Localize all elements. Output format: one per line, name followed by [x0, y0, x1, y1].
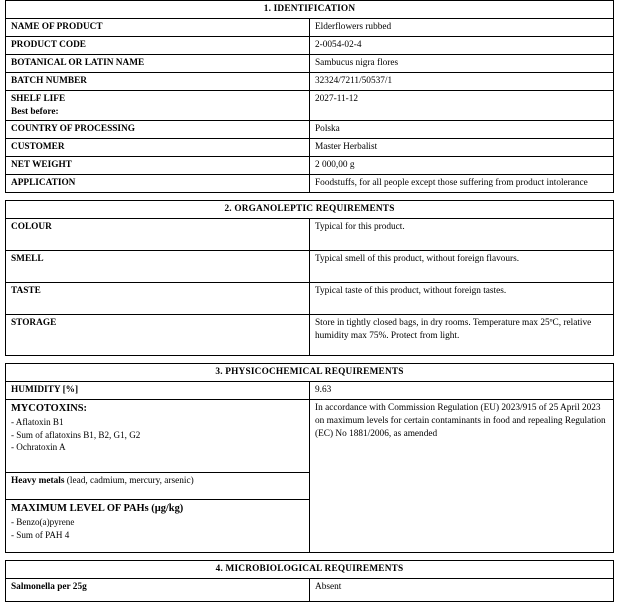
row-label-storage: STORAGE	[6, 315, 310, 356]
heavy-metals-bold-text: Heavy metals	[11, 475, 65, 486]
row-value-shelf-life: 2027-11-12	[310, 90, 614, 121]
section-title-row	[6, 1, 614, 19]
row-label-colour: COLOUR	[6, 219, 310, 251]
shelf-life-label-line1: SHELF LIFE	[11, 93, 66, 104]
row-label-smell: SMELL	[6, 251, 310, 283]
table-row	[6, 399, 614, 472]
section-microbiological-table	[5, 560, 614, 602]
row-value-botanical-name: Sambucus nigra flores	[310, 54, 614, 72]
section-title-row	[6, 364, 614, 382]
mycotoxins-item-aflatoxin-b1: - Aflatoxin B1	[11, 417, 64, 428]
table-row	[6, 72, 614, 90]
row-value-taste: Typical taste of this product, without foreign tastes.	[310, 283, 614, 315]
row-label-botanical-name: BOTANICAL OR LATIN NAME	[6, 54, 310, 72]
row-value-batch-number: 32324/7211/50537/1	[310, 72, 614, 90]
row-label-taste: TASTE	[6, 283, 310, 315]
pahs-item-benzo-a-pyrene: - Benzo(a)pyrene	[11, 517, 75, 528]
row-label-net-weight: NET WEIGHT	[6, 157, 310, 175]
section-4-title: 4. MICROBIOLOGICAL REQUIREMENTS	[6, 560, 614, 578]
table-row	[6, 18, 614, 36]
table-gap	[0, 553, 620, 560]
table-row	[6, 121, 614, 139]
table-row	[6, 382, 614, 400]
mycotoxins-item-sum-aflatoxins: - Sum of aflatoxins B1, B2, G1, G2	[11, 429, 141, 440]
row-label-shelf-life	[6, 90, 310, 121]
section-organoleptic-table	[5, 200, 614, 356]
pahs-heading: MAXIMUM LEVEL OF PAHs (µg/kg)	[11, 502, 184, 514]
table-row	[6, 54, 614, 72]
section-identification-table	[5, 0, 614, 193]
table-row	[6, 283, 614, 315]
table-row	[6, 251, 614, 283]
mycotoxins-heading: MYCOTOXINS:	[11, 402, 88, 414]
row-value-customer: Master Herbalist	[310, 139, 614, 157]
section-title-row	[6, 560, 614, 578]
row-value-country-of-processing: Polska	[310, 121, 614, 139]
section-1-title: 1. IDENTIFICATION	[6, 1, 614, 19]
row-label-batch-number: BATCH NUMBER	[6, 72, 310, 90]
table-row	[6, 139, 614, 157]
pahs-item-sum-pah-4: - Sum of PAH 4	[11, 529, 70, 540]
mycotoxins-item-ochratoxin-a: - Ochratoxin A	[11, 442, 66, 453]
row-label-application: APPLICATION	[6, 175, 310, 193]
table-row	[6, 157, 614, 175]
row-value-application: Foodstuffs, for all people except those suffering from product intolerance	[310, 175, 614, 193]
row-label-humidity: HUMIDITY [%]	[6, 382, 310, 400]
table-row	[6, 578, 614, 601]
table-row	[6, 219, 614, 251]
row-value-salmonella: Absent	[310, 578, 614, 601]
table-row	[6, 175, 614, 193]
row-label-heavy-metals	[6, 472, 310, 499]
row-label-customer: CUSTOMER	[6, 139, 310, 157]
row-value-product-code: 2-0054-02-4	[310, 36, 614, 54]
heavy-metals-detail-text: (lead, cadmium, mercury, arsenic)	[64, 475, 194, 486]
table-gap	[0, 193, 620, 200]
row-label-pahs	[6, 499, 310, 552]
row-value-name-of-product: Elderflowers rubbed	[310, 18, 614, 36]
row-value-colour: Typical for this product.	[310, 219, 614, 251]
row-label-name-of-product: NAME OF PRODUCT	[6, 18, 310, 36]
row-label-country-of-processing: COUNTRY OF PROCESSING	[6, 121, 310, 139]
table-row	[6, 90, 614, 121]
row-value-smell: Typical smell of this product, without foreign flavours.	[310, 251, 614, 283]
row-value-storage: Store in tightly closed bags, in dry rooms. Temperature max 25ºC, relative humidity max 75%. Protect from light.	[310, 315, 614, 356]
row-value-net-weight: 2 000,00 g	[310, 157, 614, 175]
shelf-life-label-line2: Best before:	[11, 106, 59, 117]
row-label-mycotoxins	[6, 399, 310, 472]
row-value-regulation-reference: In accordance with Commission Regulation (EU) 2023/915 of 25 April 2023 on maximum levels for certain contaminants in food and repealing Regulation (EC) No 1881/2006, as amended	[310, 399, 614, 552]
section-physicochemical-table	[5, 363, 614, 553]
section-2-title: 2. ORGANOLEPTIC REQUIREMENTS	[6, 201, 614, 219]
row-label-salmonella: Salmonella per 25g	[6, 578, 310, 601]
table-row	[6, 315, 614, 356]
table-row	[6, 36, 614, 54]
table-gap	[0, 356, 620, 363]
row-value-humidity: 9.63	[310, 382, 614, 400]
row-label-product-code: PRODUCT CODE	[6, 36, 310, 54]
section-title-row	[6, 201, 614, 219]
section-3-title: 3. PHYSICOCHEMICAL REQUIREMENTS	[6, 364, 614, 382]
